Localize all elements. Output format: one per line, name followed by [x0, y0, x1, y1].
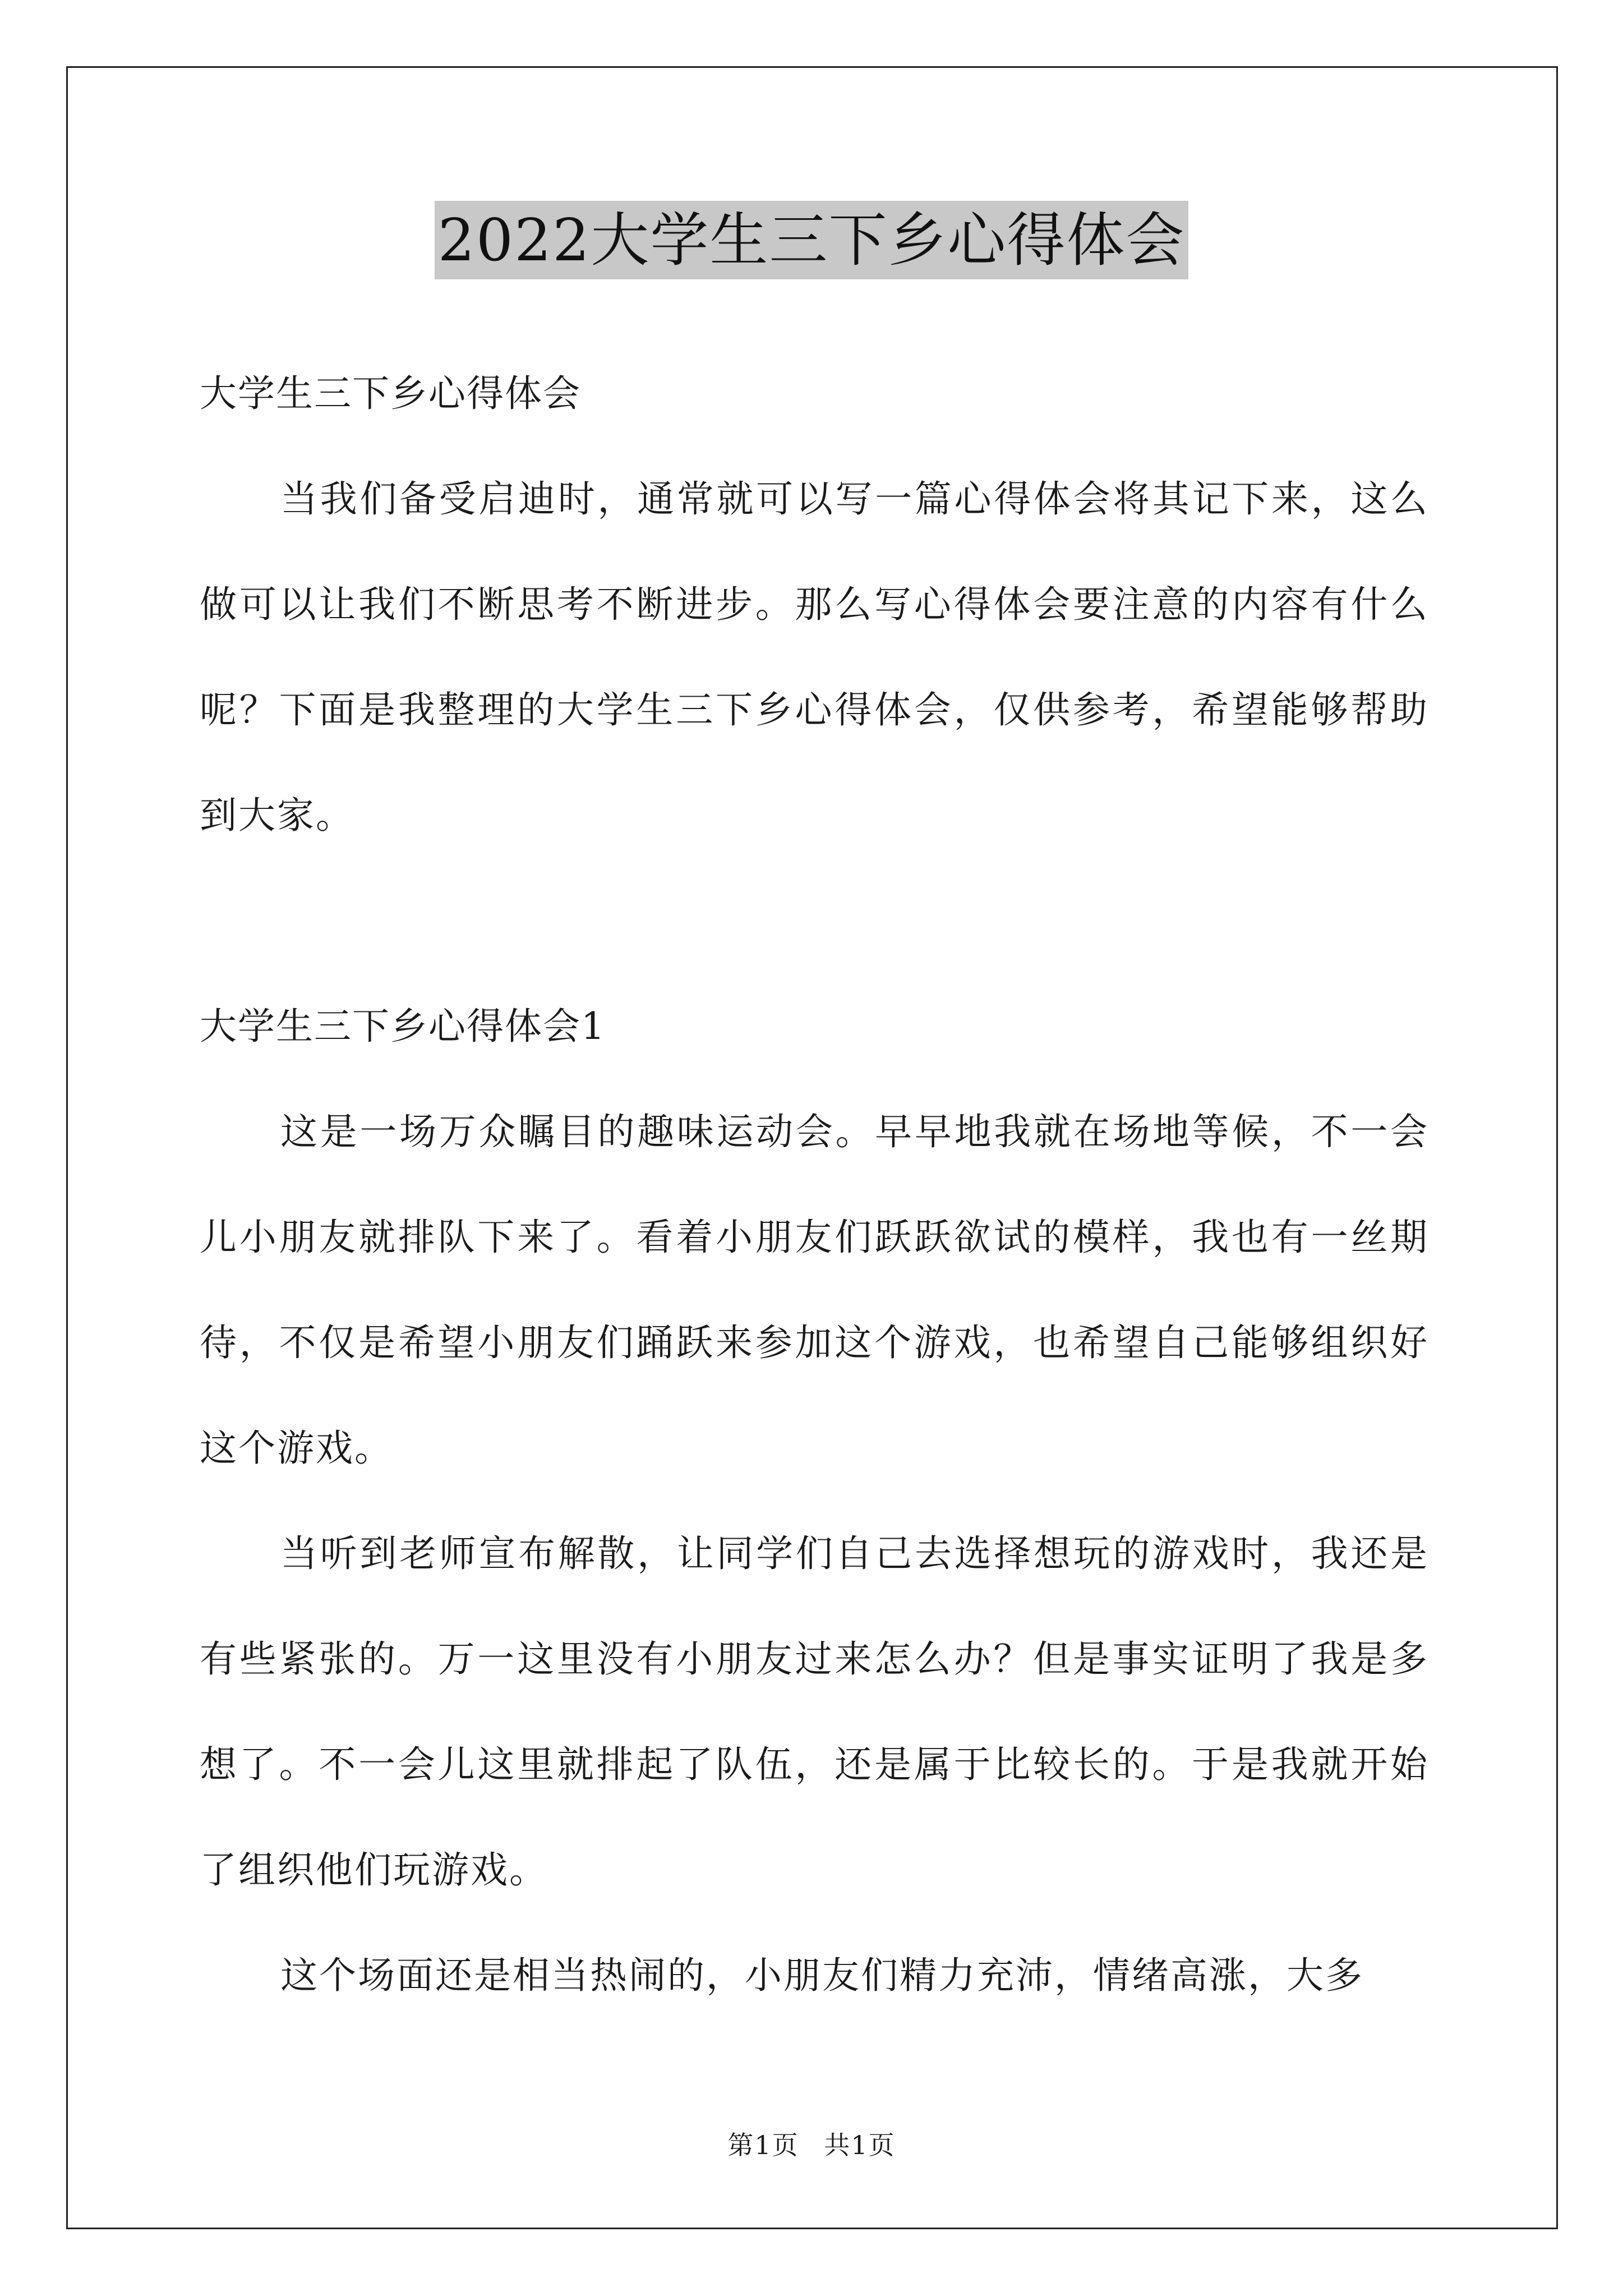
section-heading: 大学生三下乡心得体会1: [200, 1005, 606, 1048]
body-paragraph: 这是一场万众瞩目的趣味运动会。早早地我就在场地等候，不一会儿小朋友就排队下来了。看着小朋友们跃跃欲试的模样，我也有一丝期待，不仅是希望小朋友们踊跃来参加这个游戏，也希望自己能够组织好这个游戏。: [200, 1110, 1429, 1470]
intro-paragraph: 当我们备受启迪时，通常就可以写一篇心得体会将其记下来，这么做可以让我们不断思考不断进步。那么写心得体会要注意的内容有什么呢？下面是我整理的大学生三下乡心得体会，仅供参考，希望能够帮助到大家。: [200, 477, 1429, 837]
document-title: 2022大学生三下乡心得体会: [435, 201, 1189, 279]
page-number-current: 第1页: [727, 2130, 799, 2160]
body-paragraph: 这个场面还是相当热闹的，小朋友们精力充沛，情绪高涨，大多: [280, 1954, 1364, 1997]
page-footer: [0, 2128, 1623, 2162]
document-body: [200, 341, 1429, 2028]
title-container: [0, 201, 1623, 279]
body-paragraph: 当听到老师宣布解散，让同学们自己去选择想玩的游戏时，我还是有些紧张的。万一这里没有小朋友过来怎么办？但是事实证明了我是多想了。不一会儿这里就排起了队伍，还是属于比较长的。于是我就开始了组织他们玩游戏。: [200, 1532, 1429, 1892]
main-heading: 大学生三下乡心得体会: [200, 372, 581, 415]
page-number-total: 共1页: [824, 2130, 896, 2160]
section-spacer: [200, 868, 1429, 974]
